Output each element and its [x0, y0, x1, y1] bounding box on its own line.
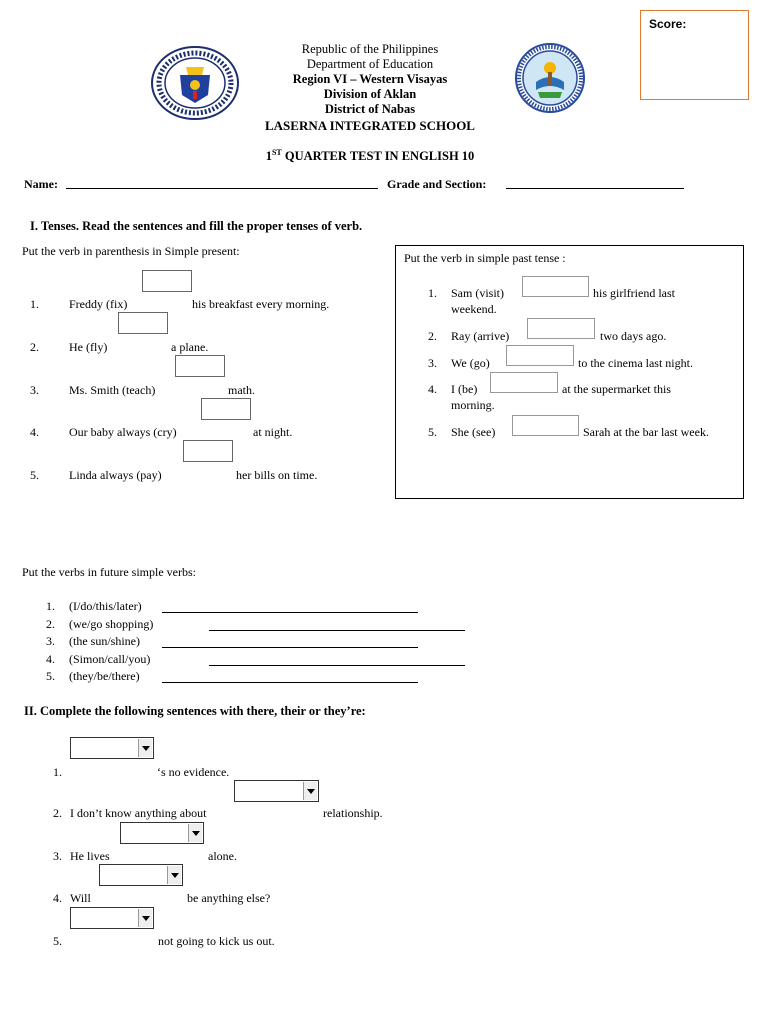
- score-label: Score:: [649, 17, 687, 31]
- s2-item-2-num: 2.: [53, 806, 62, 820]
- past-item-4-cont: morning.: [451, 398, 495, 412]
- future-answer-3[interactable]: [162, 647, 418, 648]
- past-item-5-num: 5.: [428, 425, 437, 439]
- past-instruction: Put the verb in simple past tense :: [404, 251, 566, 265]
- past-item-3-verb: We (go): [451, 356, 490, 370]
- present-item-5-num: 5.: [30, 468, 39, 482]
- past-item-5-verb: She (see): [451, 425, 496, 439]
- test-title-text: QUARTER TEST IN ENGLISH 10: [281, 149, 475, 164]
- past-item-2-rest: two days ago.: [600, 329, 667, 343]
- s2-item-3-num: 3.: [53, 849, 62, 863]
- future-answer-2[interactable]: [209, 630, 465, 631]
- future-item-5-text: (they/be/there): [69, 669, 140, 683]
- past-item-1-rest: his girlfriend last: [593, 286, 675, 300]
- future-item-1-num: 1.: [46, 599, 55, 613]
- present-instruction: Put the verb in parenthesis in Simple present:: [22, 244, 240, 258]
- present-item-4-rest: at night.: [253, 425, 293, 439]
- s2-item-1-rest: ‘s no evidence.: [157, 765, 230, 779]
- dropdown-answer-2[interactable]: [234, 780, 319, 802]
- future-answer-1[interactable]: [162, 612, 418, 613]
- future-answer-5[interactable]: [162, 682, 418, 683]
- header-line-district: District of Nabas: [324, 102, 416, 116]
- past-item-4-rest: at the supermarket this: [562, 382, 671, 396]
- chevron-down-icon[interactable]: [167, 866, 181, 884]
- future-item-3-text: (the sun/shine): [69, 634, 140, 648]
- present-item-1-verb: Freddy (fix): [69, 297, 128, 311]
- present-item-4-num: 4.: [30, 425, 39, 439]
- present-item-2-rest: a plane.: [171, 340, 209, 354]
- s2-item-1-num: 1.: [53, 765, 62, 779]
- score-box[interactable]: [640, 10, 749, 100]
- s2-item-3-pre: He lives: [70, 849, 110, 863]
- s2-item-4-num: 4.: [53, 891, 62, 905]
- grade-section-label: Grade and Section:: [387, 177, 487, 191]
- past-item-4-verb: I (be): [451, 382, 478, 396]
- future-item-5-num: 5.: [46, 669, 55, 683]
- s2-item-5-rest: not going to kick us out.: [158, 934, 275, 948]
- past-answer-3[interactable]: [506, 345, 574, 366]
- past-item-4-num: 4.: [428, 382, 437, 396]
- past-item-1-verb: Sam (visit): [451, 286, 504, 300]
- future-item-2-text: (we/go shopping): [69, 617, 154, 631]
- chevron-down-icon[interactable]: [138, 739, 152, 757]
- present-item-4-verb: Our baby always (cry): [69, 425, 177, 439]
- future-item-2-num: 2.: [46, 617, 55, 631]
- test-number: 1: [265, 149, 272, 164]
- present-answer-5[interactable]: [183, 440, 233, 462]
- present-item-2-num: 2.: [30, 340, 39, 354]
- s2-item-5-num: 5.: [53, 934, 62, 948]
- present-item-3-rest: math.: [228, 383, 255, 397]
- dropdown-answer-1[interactable]: [70, 737, 154, 759]
- present-answer-1[interactable]: [142, 270, 192, 292]
- past-item-3-num: 3.: [428, 356, 437, 370]
- school-name: LASERNA INTEGRATED SCHOOL: [265, 118, 475, 133]
- dropdown-answer-5[interactable]: [70, 907, 154, 929]
- future-item-1-text: (I/do/this/later): [69, 599, 142, 613]
- name-field[interactable]: [66, 188, 378, 189]
- past-answer-5[interactable]: [512, 415, 579, 436]
- past-tense-box: [395, 245, 744, 499]
- chevron-down-icon[interactable]: [138, 909, 152, 927]
- chevron-down-icon[interactable]: [303, 782, 317, 800]
- present-item-2-verb: He (fly): [69, 340, 108, 354]
- test-title: [200, 148, 540, 164]
- test-number-suffix: ST: [271, 148, 282, 157]
- past-item-2-num: 2.: [428, 329, 437, 343]
- header-line-department: Department of Education: [306, 57, 434, 71]
- dropdown-answer-4[interactable]: [99, 864, 183, 886]
- future-instruction: Put the verbs in future simple verbs:: [22, 565, 196, 579]
- past-answer-4[interactable]: [490, 372, 558, 393]
- s2-item-4-pre: Will: [70, 891, 91, 905]
- past-item-1-num: 1.: [428, 286, 437, 300]
- s2-item-3-rest: alone.: [208, 849, 237, 863]
- present-item-1-num: 1.: [30, 297, 39, 311]
- present-item-5-verb: Linda always (pay): [69, 468, 162, 482]
- section-one-title: I. Tenses. Read the sentences and fill the proper tenses of verb.: [30, 219, 363, 233]
- s2-item-4-rest: be anything else?: [187, 891, 271, 905]
- past-item-5-rest: Sarah at the bar last week.: [583, 425, 709, 439]
- present-item-1-rest: his breakfast every morning.: [192, 297, 330, 311]
- past-item-3-rest: to the cinema last night.: [578, 356, 693, 370]
- grade-section-field[interactable]: [506, 188, 684, 189]
- s2-item-2-pre: I don’t know anything about: [70, 806, 207, 820]
- chevron-down-icon[interactable]: [188, 824, 202, 842]
- deped-seal-icon: [150, 45, 240, 121]
- future-item-4-text: (Simon/call/you): [69, 652, 151, 666]
- future-answer-4[interactable]: [209, 665, 465, 666]
- present-answer-3[interactable]: [175, 355, 225, 377]
- s2-item-2-rest: relationship.: [323, 806, 383, 820]
- present-answer-4[interactable]: [201, 398, 251, 420]
- past-item-2-verb: Ray (arrive): [451, 329, 510, 343]
- present-item-3-verb: Ms. Smith (teach): [69, 383, 156, 397]
- future-item-4-num: 4.: [46, 652, 55, 666]
- present-item-3-num: 3.: [30, 383, 39, 397]
- past-answer-2[interactable]: [527, 318, 595, 339]
- present-answer-2[interactable]: [118, 312, 168, 334]
- present-item-5-rest: her bills on time.: [236, 468, 318, 482]
- future-item-3-num: 3.: [46, 634, 55, 648]
- past-item-1-cont: weekend.: [451, 302, 497, 316]
- past-answer-1[interactable]: [522, 276, 589, 297]
- header-line-division: Division of Aklan: [323, 87, 417, 101]
- header-line-republic: Republic of the Philippines: [301, 42, 439, 56]
- school-seal-icon: [514, 42, 586, 114]
- header-line-region: Region VI – Western Visayas: [292, 72, 448, 86]
- section-two-title: II. Complete the following sentences with there, their or they’re:: [24, 704, 366, 718]
- dropdown-answer-3[interactable]: [120, 822, 204, 844]
- name-label: Name:: [24, 177, 58, 191]
